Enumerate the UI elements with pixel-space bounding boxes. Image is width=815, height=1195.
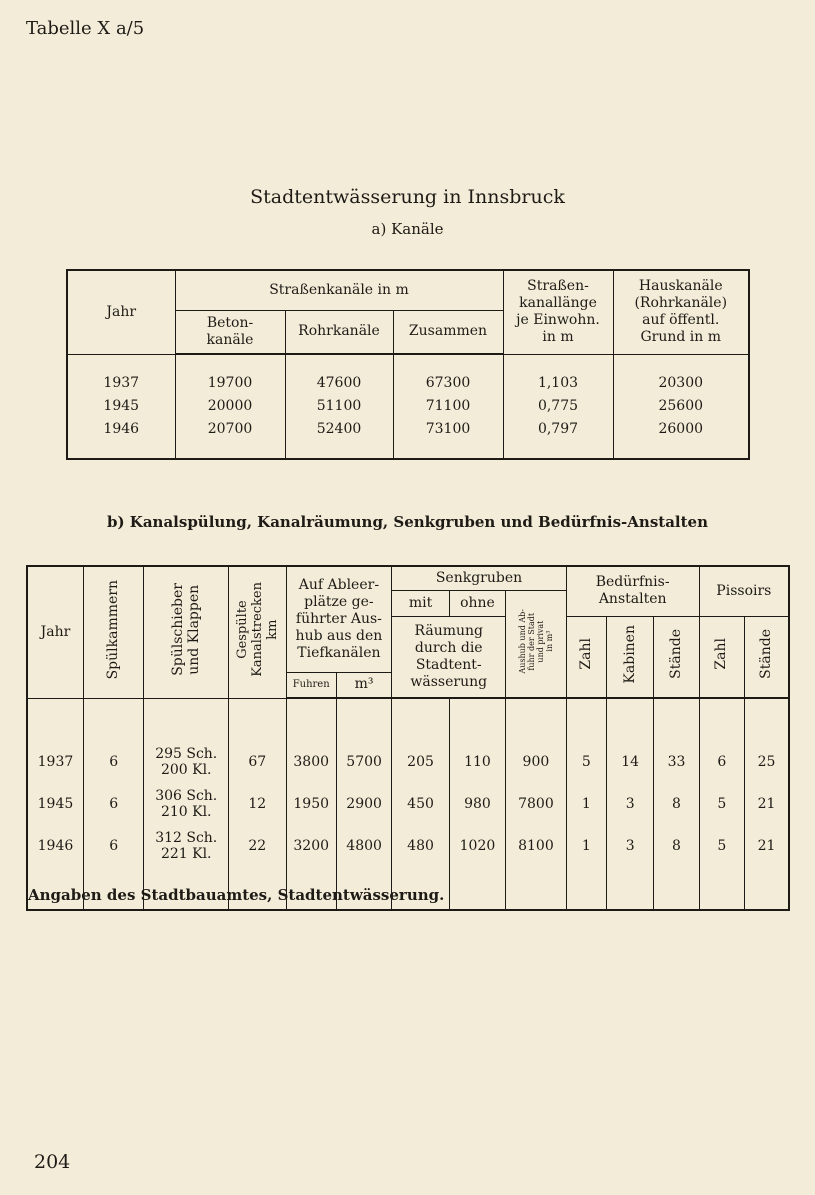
cell-aushub: 900 [506,741,566,783]
cell-haus: 25600 [613,395,749,418]
cell-jahr: 1946 [67,418,175,441]
table-kanalspuelung [26,565,790,911]
cell-m3: 4800 [336,825,391,867]
page-number: 204 [34,1151,71,1173]
header-spuelkammern: Spülkammern [83,566,143,698]
header-betonkanaele: Beton- kanäle [175,310,285,354]
header-raeumung: Räumung durch die Stadtent- wässerung [392,616,506,698]
cell-zusammen: 71100 [393,395,503,418]
subtitle-kanalspuelung: b) Kanalspülung, Kanalräumung, Senkgruben und Bedürfnis-Anstalten [106,513,708,531]
cell-pissoirs-zahl: 6 [699,741,744,783]
header-ohne: ohne [449,590,505,616]
cell-zahl: 1 [566,825,606,867]
cell-kabinen: 3 [606,783,653,825]
cell-spuelkammern: 6 [83,783,143,825]
header-ableerplaetze: Auf Ableer- plätze ge- führter Aus- hub aus den Tiefkanälen [286,566,392,672]
cell-mit: 205 [392,741,449,783]
cell-aushub: 8100 [506,825,566,867]
header-aushub-m3: Aushub und Ab- fuhr der Stadt und privat in m³ [506,590,566,698]
table-row [27,741,789,783]
cell-kabinen: 3 [606,825,653,867]
cell-laenge: 0,775 [503,395,613,418]
table-kanaele [66,269,750,460]
cell-beton: 19700 [175,372,285,395]
cell-ohne: 1020 [449,825,505,867]
source-note: Angaben des Stadtbauamtes, Stadtentwässerung. [28,886,445,904]
cell-fuhren: 1950 [286,783,336,825]
cell-ohne: 980 [449,783,505,825]
cell-km: 67 [229,741,286,783]
cell-rohr: 52400 [285,418,393,441]
header-jahr: Jahr [27,566,83,698]
header-zahl: Zahl [566,616,606,698]
header-strassenkanaele: Straßenkanäle in m [175,270,503,310]
cell-staende: 33 [654,741,699,783]
page-title: Stadtentwässerung in Innsbruck [250,186,565,208]
cell-km: 12 [229,783,286,825]
subtitle-kanaele: a) Kanäle [371,220,444,238]
cell-jahr: 1945 [27,783,83,825]
cell-spuelkammern: 6 [83,825,143,867]
cell-pissoirs-zahl: 5 [699,783,744,825]
cell-zusammen: 73100 [393,418,503,441]
cell-rohr: 51100 [285,395,393,418]
cell-laenge: 0,797 [503,418,613,441]
cell-staende: 8 [654,783,699,825]
header-pissoirs-zahl: Zahl [699,616,744,698]
header-fuhren: Fuhren [286,672,336,698]
cell-m3: 2900 [336,783,391,825]
cell-haus: 20300 [613,372,749,395]
header-staende: Stände [654,616,699,698]
header-spuelschieber: Spülschieber und Klappen [144,566,229,698]
cell-pissoirs-staende: 21 [745,825,789,867]
cell-spuelkammern: 6 [83,741,143,783]
table-row [67,372,749,395]
cell-mit: 480 [392,825,449,867]
cell-aushub: 7800 [506,783,566,825]
header-kabinen: Kabinen [606,616,653,698]
cell-pissoirs-staende: 25 [745,741,789,783]
header-gespuelte-km: Gespülte Kanalstrecken km [229,566,286,698]
cell-haus: 26000 [613,418,749,441]
cell-zahl: 1 [566,783,606,825]
cell-m3: 5700 [336,741,391,783]
table-row [27,825,789,867]
cell-km: 22 [229,825,286,867]
cell-jahr: 1946 [27,825,83,867]
cell-ohne: 110 [449,741,505,783]
header-mit: mit [392,590,449,616]
cell-laenge: 1,103 [503,372,613,395]
table-label: Tabelle X a/5 [26,18,145,39]
cell-fuhren: 3800 [286,741,336,783]
header-kanallaenge: Straßen- kanallänge je Einwohn. in m [503,270,613,354]
cell-pissoirs-staende: 21 [745,783,789,825]
cell-spuelschieber: 312 Sch. 221 Kl. [144,825,229,867]
header-hauskanaele: Hauskanäle (Rohrkanäle) auf öffentl. Grund in m [613,270,749,354]
header-pissoirs-staende: Stände [745,616,789,698]
cell-beton: 20700 [175,418,285,441]
header-beduerfnisanstalten: Bedürfnis- Anstalten [566,566,699,616]
header-senkgruben: Senkgruben [392,566,566,590]
cell-jahr: 1937 [27,741,83,783]
header-m3: m³ [336,672,391,698]
cell-jahr: 1937 [67,372,175,395]
header-zusammen: Zusammen [393,310,503,354]
header-pissoirs: Pissoirs [699,566,789,616]
cell-kabinen: 14 [606,741,653,783]
table-row [27,783,789,825]
cell-jahr: 1945 [67,395,175,418]
cell-fuhren: 3200 [286,825,336,867]
cell-zusammen: 67300 [393,372,503,395]
cell-beton: 20000 [175,395,285,418]
table-row [67,395,749,418]
cell-zahl: 5 [566,741,606,783]
cell-spuelschieber: 306 Sch. 210 Kl. [144,783,229,825]
cell-staende: 8 [654,825,699,867]
cell-mit: 450 [392,783,449,825]
header-rohrkanaele: Rohrkanäle [285,310,393,354]
cell-pissoirs-zahl: 5 [699,825,744,867]
cell-spuelschieber: 295 Sch. 200 Kl. [144,741,229,783]
cell-rohr: 47600 [285,372,393,395]
table-row [67,418,749,441]
header-jahr: Jahr [67,270,175,354]
